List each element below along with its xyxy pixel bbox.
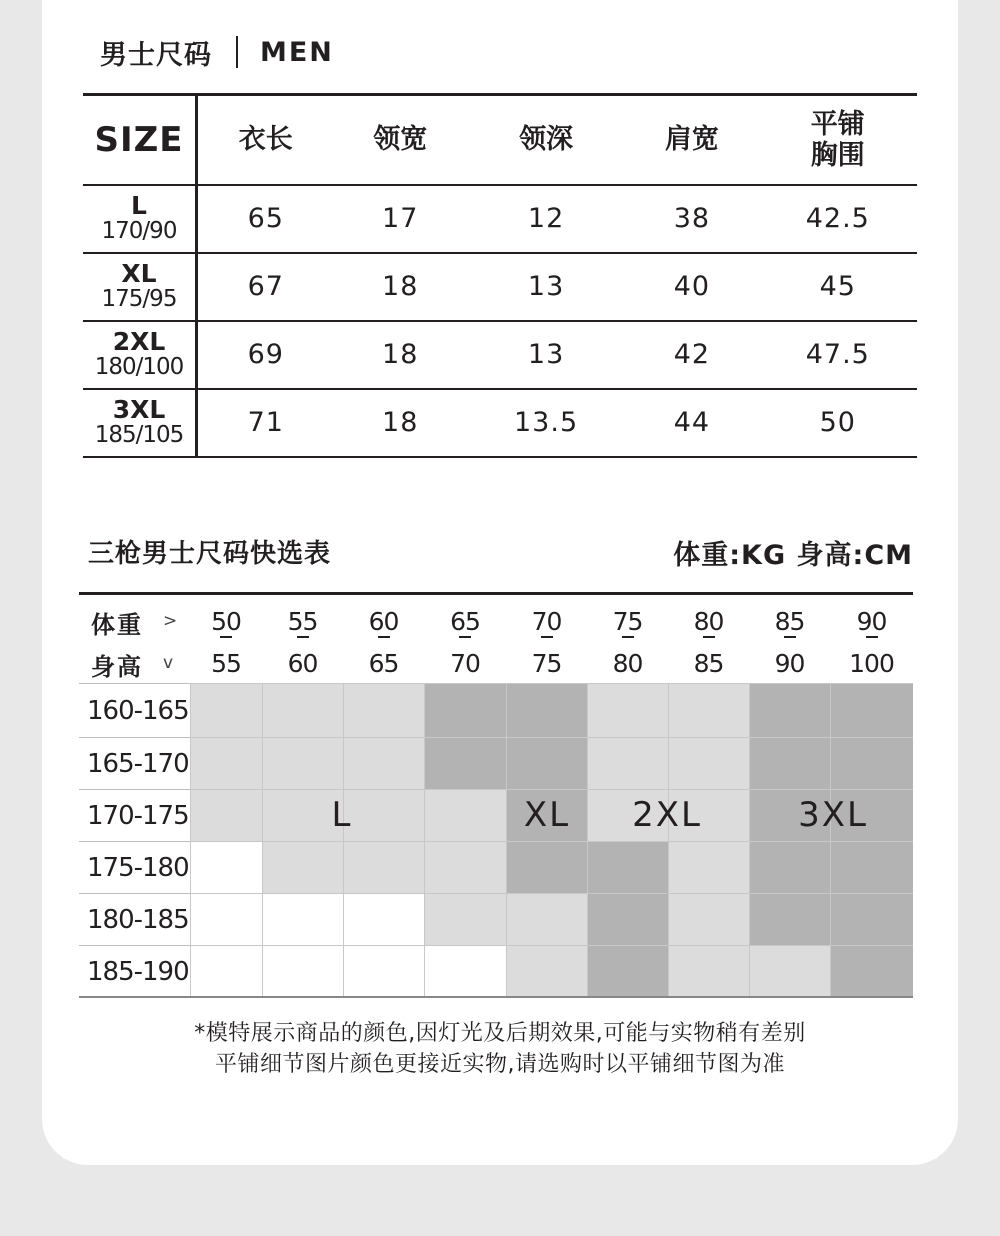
height-axis-label: 身高	[91, 653, 143, 681]
grid-cell	[830, 737, 913, 789]
grid-cell	[190, 737, 262, 789]
grid-cell	[749, 945, 830, 998]
weight-column-header	[587, 595, 668, 683]
weight-from: 75	[612, 607, 643, 636]
size-label-cell	[83, 185, 197, 253]
measurement-cell: 18	[334, 389, 467, 457]
measurement-cell: 40	[625, 253, 758, 321]
weight-to: 70	[450, 649, 480, 678]
grid-cell	[424, 945, 506, 998]
title-chinese: 男士尺码	[100, 39, 212, 71]
weight-from: 90	[856, 607, 887, 636]
size-row	[83, 185, 917, 253]
size-code: 2XL	[112, 326, 166, 356]
weight-from: 65	[450, 607, 480, 636]
measurement-cell: 69	[197, 321, 334, 389]
measurement-cell: 50	[759, 389, 917, 457]
measurement-cell: 18	[334, 253, 467, 321]
grid-cell	[424, 683, 506, 737]
grid-cell	[262, 945, 343, 998]
size-code: L	[131, 190, 147, 220]
height-row-label: 175-180	[79, 841, 190, 893]
weight-column-header	[668, 595, 749, 683]
grid-cell	[343, 683, 424, 737]
weight-from: 50	[211, 607, 241, 636]
height-row-label: 185-190	[79, 945, 190, 998]
note-line-2: 平铺细节图片颜色更接近实物,请选购时以平铺细节图为准	[215, 1052, 785, 1077]
weight-column-header	[506, 595, 587, 683]
quick-select-grid	[79, 592, 913, 998]
unit-label: 体重:KG 身高:CM	[673, 540, 913, 571]
grid-cell	[668, 841, 749, 893]
grid-cell	[830, 683, 913, 737]
size-row	[83, 389, 917, 457]
grid-cell	[343, 893, 424, 945]
measurement-cell: 42	[625, 321, 758, 389]
measurement-cell: 42.5	[759, 185, 917, 253]
range-dash	[220, 636, 232, 638]
grid-cell	[262, 893, 343, 945]
weight-column-header	[343, 595, 424, 683]
grid-cell	[343, 789, 424, 841]
quick-select-title: 三枪男士尺码快选表	[88, 539, 332, 569]
grid-cell	[343, 945, 424, 998]
grid-cell	[506, 841, 587, 893]
weight-from: 55	[287, 607, 318, 636]
size-code: 3XL	[112, 394, 166, 424]
weight-column-header	[262, 595, 343, 683]
title-english: MEN	[260, 36, 334, 68]
size-zone-label: 3XL	[798, 795, 868, 835]
weight-to: 80	[612, 649, 643, 678]
height-chest: 185/105	[94, 421, 184, 448]
measurement-cell: 47.5	[759, 321, 917, 389]
grid-cell	[668, 737, 749, 789]
size-row	[83, 253, 917, 321]
corner-header	[79, 595, 190, 683]
range-dash	[541, 636, 553, 638]
size-zone-label: L	[331, 795, 353, 835]
grid-cell	[424, 737, 506, 789]
weight-to: 55	[211, 649, 241, 678]
grid-cell	[587, 841, 668, 893]
size-label-cell	[83, 253, 197, 321]
range-dash	[378, 636, 390, 638]
grid-cell	[424, 789, 506, 841]
down-arrow-icon: v	[163, 653, 174, 673]
measurement-cell: 44	[625, 389, 758, 457]
column-header: 平铺 胸围	[759, 95, 917, 185]
weight-to: 65	[368, 649, 399, 678]
column-header: 衣长	[197, 95, 334, 185]
grid-cell	[587, 683, 668, 737]
title-divider	[236, 36, 238, 68]
grid-cell	[190, 893, 262, 945]
grid-cell	[587, 737, 668, 789]
measurement-cell: 71	[197, 389, 334, 457]
measurement-cell: 65	[197, 185, 334, 253]
grid-cell	[262, 683, 343, 737]
height-chest: 175/95	[101, 285, 177, 312]
measurement-cell: 13.5	[467, 389, 625, 457]
grid-cell	[190, 683, 262, 737]
grid-cell	[190, 945, 262, 998]
right-arrow-icon: >	[163, 611, 178, 631]
range-dash	[459, 636, 471, 638]
weight-from: 85	[774, 607, 805, 636]
weight-column-header	[830, 595, 913, 683]
grid-cell	[506, 945, 587, 998]
height-row-label: 165-170	[79, 737, 190, 789]
weight-to: 60	[287, 649, 318, 678]
column-header: 领深	[467, 95, 625, 185]
disclaimer-note	[0, 1018, 1000, 1080]
weight-to: 90	[774, 649, 805, 678]
size-label-cell	[83, 321, 197, 389]
grid-cell	[749, 683, 830, 737]
grid-cell	[749, 893, 830, 945]
size-zone-label: 2XL	[632, 795, 702, 835]
weight-from: 60	[368, 607, 399, 636]
grid-cell	[506, 737, 587, 789]
measurement-cell: 13	[467, 321, 625, 389]
column-header: 肩宽	[625, 95, 758, 185]
grid-bottom-rule	[79, 996, 913, 998]
measurement-cell: 18	[334, 321, 467, 389]
weight-from: 70	[531, 607, 562, 636]
grid-cell	[424, 893, 506, 945]
grid-cell	[190, 841, 262, 893]
grid-cell	[190, 789, 262, 841]
section-header	[100, 30, 334, 74]
weight-to: 75	[531, 649, 562, 678]
height-chest: 180/100	[94, 353, 184, 380]
grid-cell	[262, 841, 343, 893]
grid-cell	[343, 737, 424, 789]
weight-column-header	[749, 595, 830, 683]
grid-cell	[749, 841, 830, 893]
grid-cell	[506, 683, 587, 737]
weight-from: 80	[693, 607, 724, 636]
grid-cell	[587, 893, 668, 945]
size-row	[83, 321, 917, 389]
grid-cell	[830, 945, 913, 998]
range-dash	[866, 636, 878, 638]
grid-cell	[749, 737, 830, 789]
measurement-cell: 13	[467, 253, 625, 321]
height-row-label: 170-175	[79, 789, 190, 841]
grid-cell	[668, 683, 749, 737]
measurement-cell: 17	[334, 185, 467, 253]
weight-column-header	[424, 595, 506, 683]
measurement-cell: 12	[467, 185, 625, 253]
range-dash	[784, 636, 796, 638]
grid-cell	[506, 893, 587, 945]
note-line-1: *模特展示商品的颜色,因灯光及后期效果,可能与实物稍有差别	[194, 1021, 806, 1046]
grid-cell	[343, 841, 424, 893]
size-code: XL	[121, 258, 157, 288]
grid-cell	[668, 945, 749, 998]
height-row-label: 160-165	[79, 683, 190, 737]
column-header: 领宽	[334, 95, 467, 185]
size-column-header: SIZE	[83, 95, 197, 185]
grid-cell	[830, 841, 913, 893]
measurement-cell: 67	[197, 253, 334, 321]
grid-cell	[830, 893, 913, 945]
height-chest: 170/90	[101, 217, 177, 244]
range-dash	[622, 636, 634, 638]
size-table	[83, 93, 917, 458]
weight-axis-label: 体重	[91, 611, 143, 639]
size-label-cell	[83, 389, 197, 457]
size-zone-label: XL	[523, 795, 571, 835]
grid-cell	[262, 737, 343, 789]
height-row-label: 180-185	[79, 893, 190, 945]
grid-cell	[668, 893, 749, 945]
measurement-cell: 45	[759, 253, 917, 321]
measurement-cell: 38	[625, 185, 758, 253]
size-table-header-row	[83, 95, 917, 185]
range-dash	[297, 636, 309, 638]
grid-cell	[587, 945, 668, 998]
weight-to: 85	[693, 649, 724, 678]
weight-to: 100	[849, 649, 894, 678]
weight-column-header	[190, 595, 262, 683]
range-dash	[703, 636, 715, 638]
grid-cell	[424, 841, 506, 893]
